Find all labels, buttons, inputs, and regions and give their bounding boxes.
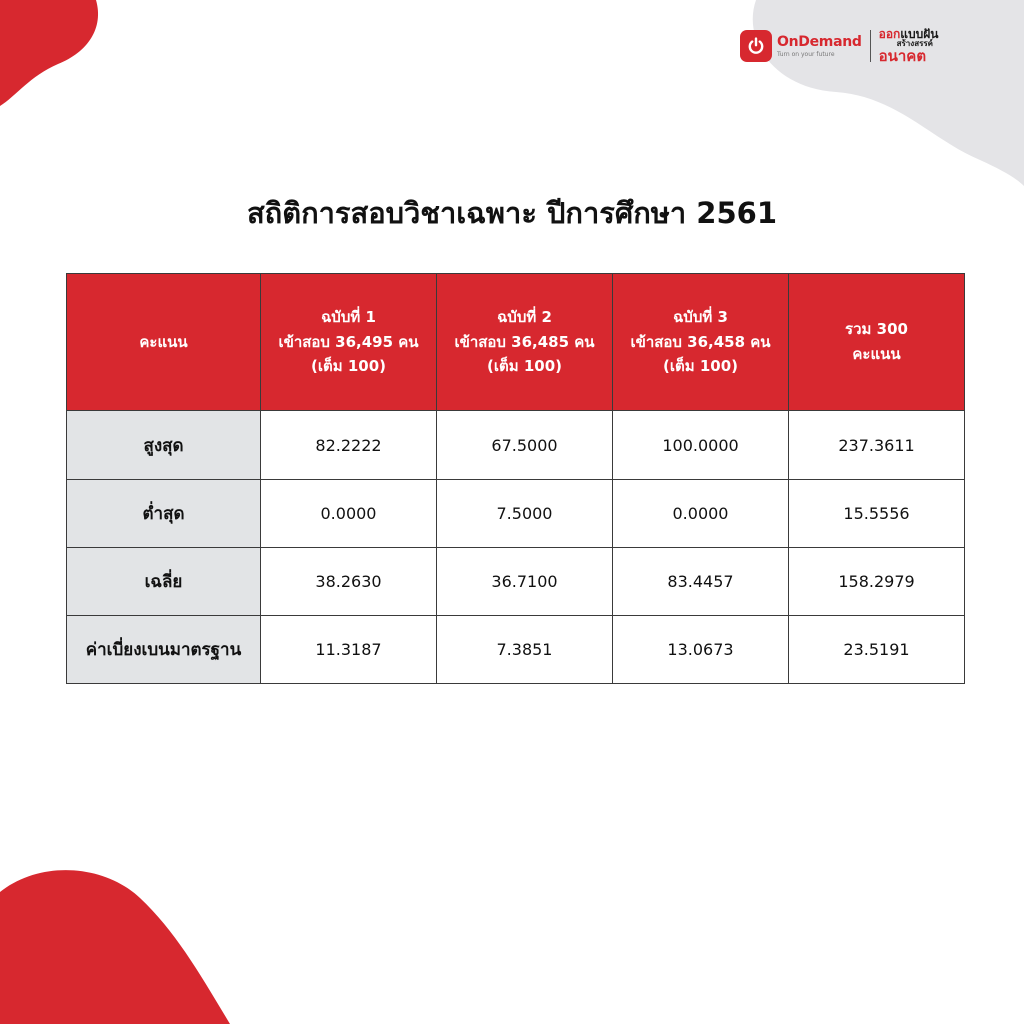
red-decor-blob-bottom-left (0, 864, 230, 1024)
table-row-sd (67, 616, 965, 684)
table-cell: 7.3851 (437, 616, 613, 684)
slogan-line-2: สร้างสรรค์ (896, 39, 934, 49)
table-cell: 7.5000 (437, 480, 613, 548)
table-cell: 83.4457 (613, 548, 789, 616)
total-title: รวม 300 (845, 320, 908, 339)
table-header-row (67, 274, 965, 411)
table-cell: 100.0000 (613, 411, 789, 480)
total-unit: คะแนน (852, 345, 901, 363)
red-decor-blob-top-left (0, 0, 110, 110)
paper-2-name: ฉบับที่ 2 (497, 307, 552, 326)
brand-name: OnDemand (777, 33, 862, 50)
header-score-label: คะแนน (67, 274, 261, 411)
table-cell: 13.0673 (613, 616, 789, 684)
header-total (789, 274, 965, 411)
row-label: ค่าเบี่ยงเบนมาตรฐาน (67, 616, 261, 684)
brand-logo (740, 24, 976, 68)
paper-1-name: ฉบับที่ 1 (321, 307, 376, 326)
table-cell: 36.7100 (437, 548, 613, 616)
table-cell: 67.5000 (437, 411, 613, 480)
table-cell: 0.0000 (613, 480, 789, 548)
paper-1-full-score: (เต็ม 100) (311, 357, 386, 376)
paper-2-full-score: (เต็ม 100) (487, 357, 562, 376)
brand-tagline: Turn on your future (777, 50, 835, 58)
table-row-mean (67, 548, 965, 616)
slogan-part-1: ออก (878, 26, 901, 41)
slogan-part-2: แบบฝัน (900, 26, 939, 41)
row-label: ต่ำสุด (67, 480, 261, 548)
table-cell: 0.0000 (261, 480, 437, 548)
header-paper-2 (437, 274, 613, 411)
row-label: เฉลี่ย (67, 548, 261, 616)
header-paper-1 (261, 274, 437, 411)
table-cell: 82.2222 (261, 411, 437, 480)
table-row-min (67, 480, 965, 548)
paper-3-examinees: เข้าสอบ 36,458 คน (630, 332, 771, 351)
table-cell: 158.2979 (789, 548, 965, 616)
power-icon (740, 30, 772, 62)
score-statistics-table (66, 273, 965, 684)
logo-divider (870, 30, 871, 62)
paper-2-examinees: เข้าสอบ 36,485 คน (454, 332, 595, 351)
table-cell: 23.5191 (789, 616, 965, 684)
brand-slogan (879, 28, 939, 65)
table-cell: 237.3611 (789, 411, 965, 480)
table-row-max (67, 411, 965, 480)
page-title: สถิติการสอบวิชาเฉพาะ ปีการศึกษา 2561 (246, 196, 778, 230)
paper-3-name: ฉบับที่ 3 (673, 307, 728, 326)
row-label: สูงสุด (67, 411, 261, 480)
paper-1-examinees: เข้าสอบ 36,495 คน (278, 332, 419, 351)
header-paper-3 (613, 274, 789, 411)
table-cell: 11.3187 (261, 616, 437, 684)
table-cell: 38.2630 (261, 548, 437, 616)
paper-3-full-score: (เต็ม 100) (663, 357, 738, 376)
table-cell: 15.5556 (789, 480, 965, 548)
slogan-line-3: อนาคต (878, 46, 927, 65)
